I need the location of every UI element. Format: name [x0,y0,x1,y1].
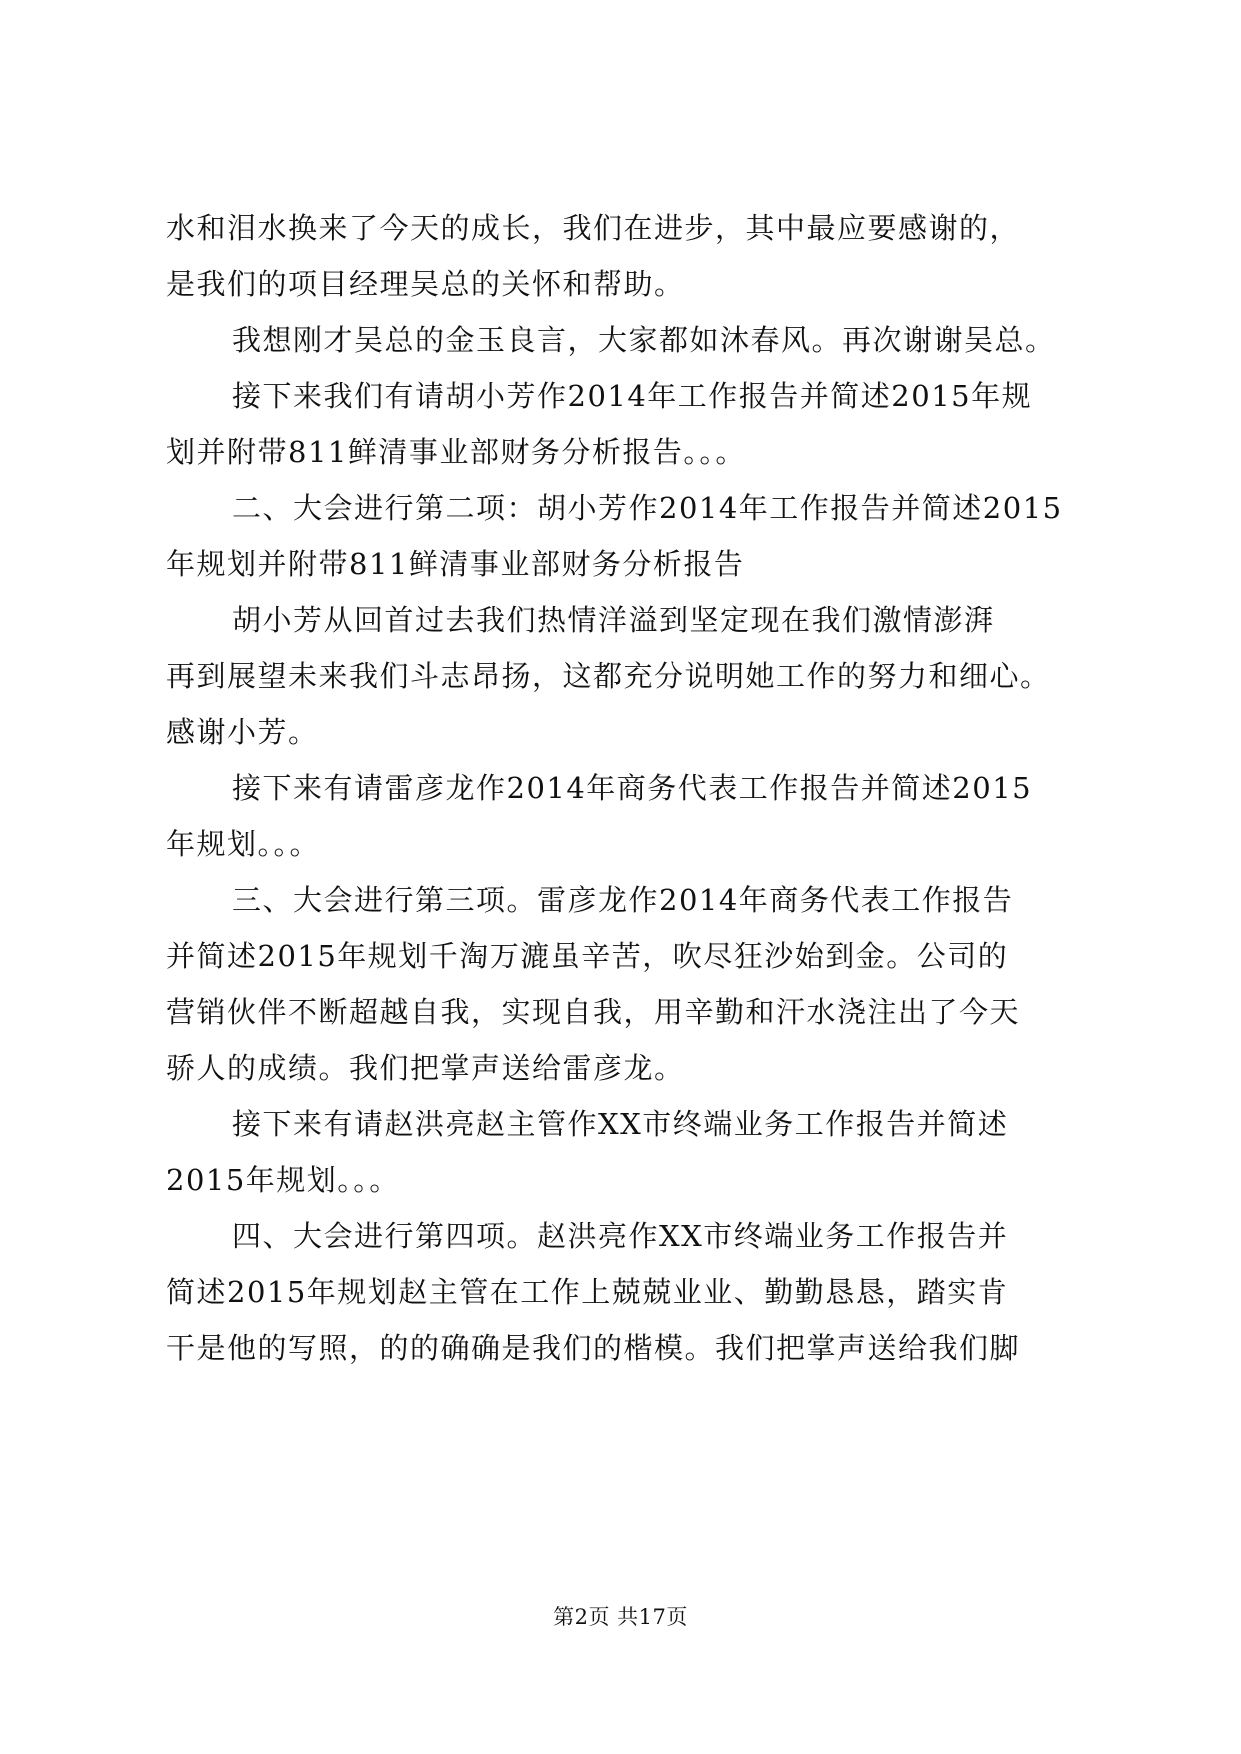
page-number-footer: 第2页 共17页 [553,1605,688,1629]
body-text-line: 接下来有请雷彦龙作2014年商务代表工作报告并简述2015 [232,771,1033,805]
body-text-line: 感谢小芳。 [166,715,319,749]
body-text-line: 并简述2015年规划千淘万漉虽辛苦，吹尽狂沙始到金。公司的 [166,939,1009,973]
body-text-line: 划并附带811鲜清事业部财务分析报告。。。 [166,435,746,469]
body-text-line: 简述2015年规划赵主管在工作上兢兢业业、勤勤恳恳，踏实肯 [166,1275,1009,1309]
body-text-line: 2015年规划。。。 [166,1163,400,1197]
body-text-line: 干是他的写照，的的确确是我们的楷模。我们把掌声送给我们脚 [166,1331,1021,1365]
body-text-line: 接下来有请赵洪亮赵主管作XX市终端业务工作报告并简述 [232,1107,1009,1141]
body-text-line: 再到展望未来我们斗志昂扬，这都充分说明她工作的努力和细心。 [166,659,1051,693]
body-text-line: 是我们的项目经理吴总的关怀和帮助。 [166,267,685,301]
section-heading-line: 三、大会进行第三项。雷彦龙作2014年商务代表工作报告 [232,883,1014,917]
document-body [166,200,1086,1376]
body-text-line: 接下来我们有请胡小芳作2014年工作报告并简述2015年规 [232,379,1033,413]
body-text-line: 我想刚才吴总的金玉良言，大家都如沐春风。再次谢谢吴总。 [232,323,1056,357]
section-heading-line: 二、大会进行第二项：胡小芳作2014年工作报告并简述2015 [232,491,1063,525]
section-heading-line: 年规划并附带811鲜清事业部财务分析报告 [166,547,745,581]
body-text-line: 营销伙伴不断超越自我，实现自我，用辛勤和汗水浇注出了今天 [166,995,1021,1029]
section-heading-line: 四、大会进行第四项。赵洪亮作XX市终端业务工作报告并 [232,1219,1009,1253]
body-text-line: 骄人的成绩。我们把掌声送给雷彦龙。 [166,1051,685,1085]
body-text-line: 水和泪水换来了今天的成长，我们在进步，其中最应要感谢的， [166,211,1021,245]
body-text-line: 胡小芳从回首过去我们热情洋溢到坚定现在我们激情澎湃 [232,603,995,637]
body-text-line: 年规划。。。 [166,827,321,861]
